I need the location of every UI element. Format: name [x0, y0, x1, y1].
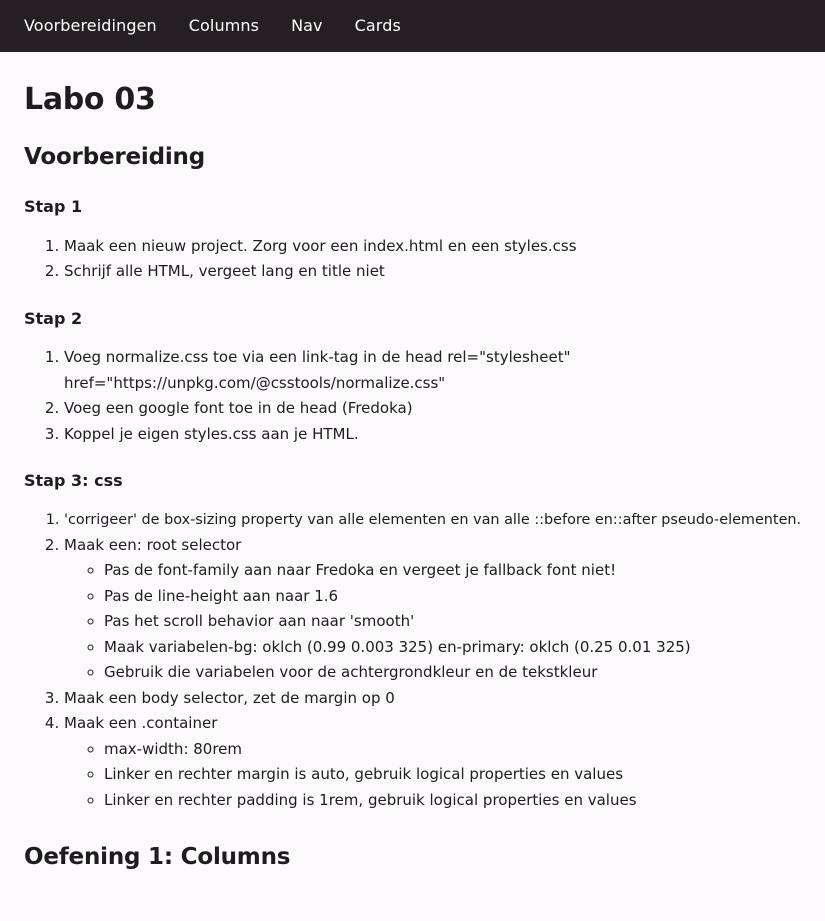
- container-sublist: [64, 737, 801, 814]
- list-item: [64, 686, 801, 712]
- list-item: [64, 508, 801, 532]
- list-item-text: 'corrigeer' de box-sizing property van alle elementen en van alle ::before en::after pseudo-elementen.: [64, 512, 802, 529]
- step-1-list: [24, 234, 801, 285]
- section-title-voorbereiding: Voorbereiding: [24, 144, 205, 170]
- sublist-item: ◦ Pas de font-family aan naar Fredoka en vergeet je fallback font niet!: [104, 558, 801, 584]
- root-selector-sublist: [64, 558, 801, 686]
- nav-link-columns[interactable]: Columns: [188, 16, 260, 36]
- step-3-title: Stap 3: css: [24, 471, 123, 491]
- sublist-item: ◦ Linker en rechter padding is 1rem, gebruik logical properties en values: [104, 788, 801, 814]
- step-2-title: Stap 2: [24, 308, 83, 328]
- list-item-text: Maak een: root selector: [64, 535, 242, 554]
- step-2-list: [24, 345, 801, 447]
- list-item-text: Maak een .container: [64, 714, 218, 733]
- sublist-item: ◦ Maak variabelen-bg: oklch (0.99 0.003 325) en-primary: oklch (0.25 0.01 325): [104, 635, 801, 661]
- sublist-item: ◦ Pas het scroll behavior aan naar 'smooth': [104, 609, 801, 635]
- nav-link-cards[interactable]: Cards: [354, 16, 401, 36]
- step-3-list: [24, 508, 801, 813]
- list-item-text: Maak een body selector, zet de margin op 0: [64, 688, 395, 707]
- list-item: 2. Schrijf alle HTML, vergeet lang en title niet: [64, 259, 801, 285]
- nav-link-nav[interactable]: Nav: [291, 16, 323, 36]
- page-title: Labo 03: [24, 82, 156, 117]
- sublist-item: ◦ Pas de line-height aan naar 1.6: [104, 584, 801, 610]
- list-item: 3. Koppel je eigen styles.css aan je HTML.: [64, 422, 801, 448]
- main-content: [0, 80, 825, 873]
- list-item: 1. Voeg normalize.css toe via een link-tag in de head rel="stylesheet" href="https://unpkg.com/@csstools/normalize.css": [64, 345, 801, 396]
- list-item: 1. Maak een nieuw project. Zorg voor een index.html en een styles.css: [64, 234, 801, 260]
- list-item: 2. Voeg een google font toe in de head (Fredoka): [64, 396, 801, 422]
- sublist-item: ◦ max-width: 80rem: [104, 737, 801, 763]
- step-1-title: Stap 1: [24, 196, 83, 216]
- sublist-item: ◦ Linker en rechter margin is auto, gebruik logical properties en values: [104, 762, 801, 788]
- list-item: [64, 533, 801, 686]
- sublist-item: ◦ Gebruik die variabelen voor de achtergrondkleur en de tekstkleur: [104, 660, 801, 686]
- top-navigation: [0, 0, 825, 52]
- nav-link-voorbereidingen[interactable]: Voorbereidingen: [24, 16, 157, 36]
- section-title-oefening-1: Oefening 1: Columns: [24, 844, 291, 871]
- list-item: [64, 711, 801, 813]
